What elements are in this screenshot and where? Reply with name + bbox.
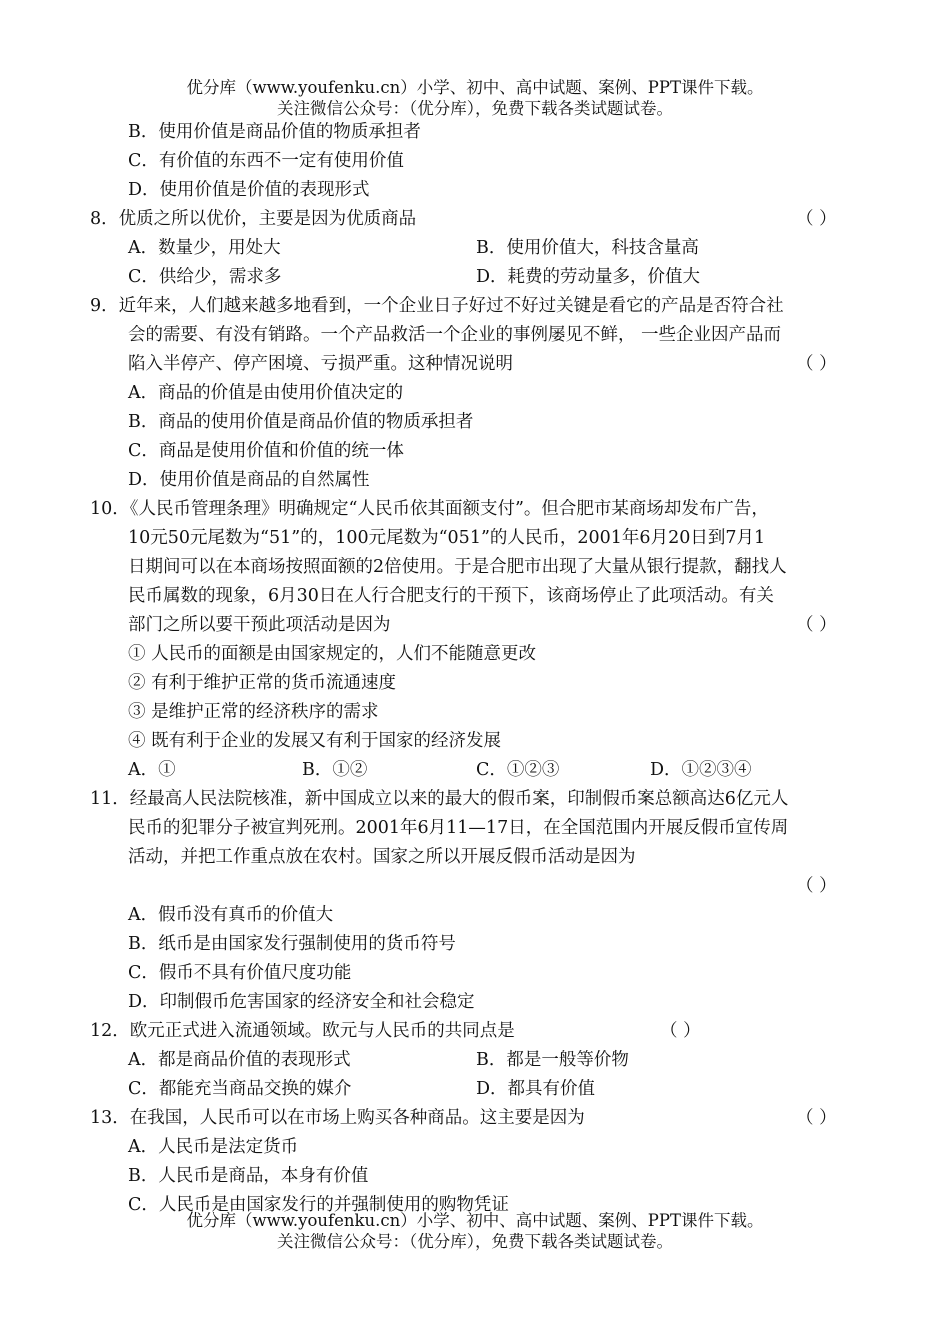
question-8-options-row-1 <box>0 234 950 263</box>
answer-blank-12: （ ） <box>660 1021 701 1041</box>
exam-content <box>0 118 950 1220</box>
question-12-options-row-1 <box>0 1046 950 1075</box>
question-8-stem <box>0 205 950 234</box>
question-12-options-row-2 <box>0 1075 950 1104</box>
answer-blank-13: （ ） <box>796 1108 837 1128</box>
option-11-d: D．印制假币危害国家的经济安全和社会稳定 <box>128 992 475 1012</box>
question-10-options-row <box>0 756 950 785</box>
answer-blank-11: （ ） <box>796 876 837 896</box>
option-12-d: D．都具有价值 <box>476 1079 596 1099</box>
option-13-b: B．人民币是商品，本身有价值 <box>128 1166 369 1186</box>
option-11-c: C．假币不具有价值尺度功能 <box>128 963 352 983</box>
option-13-a: A．人民币是法定货币 <box>128 1137 299 1157</box>
option-11-a: A．假币没有真币的价值大 <box>128 905 334 925</box>
statement-10-4: ④ 既有利于企业的发展又有利于国家的经济发展 <box>128 731 502 751</box>
statement-10-1: ① 人民币的面额是由国家规定的，人们不能随意更改 <box>128 644 537 664</box>
option-7-d: D．使用价值是价值的表现形式 <box>128 180 370 200</box>
question-9-stem-line-2: 会的需要、有没有销路。一个产品救活一个企业的事例屡见不鲜， 一些企业因产品而 <box>128 325 782 345</box>
option-8-c: C．供给少，需求多 <box>128 267 282 287</box>
option-8-d: D．耗费的劳动量多，价值大 <box>476 267 701 287</box>
answer-blank-9: （ ） <box>796 354 837 374</box>
header-line-2: 关注微信公众号：（优分库），免费下载各类试题试卷。 <box>277 99 673 118</box>
answer-blank-8: （ ） <box>796 209 837 229</box>
option-9-a: A．商品的价值是由使用价值决定的 <box>128 383 404 403</box>
question-10-stem-line-1: 10．《人民币管理条理》明确规定“人民币依其面额支付”。但合肥市某商场却发布广告， <box>90 499 769 519</box>
option-12-a: A．都是商品价值的表现形式 <box>128 1050 351 1070</box>
question-13-stem <box>0 1104 950 1133</box>
question-12-text: 12．欧元正式进入流通领域。欧元与人民币的共同点是 <box>90 1021 515 1041</box>
option-7-b: B．使用价值是商品价值的物质承担者 <box>128 122 421 142</box>
question-8-text: 8．优质之所以优价，主要是因为优质商品 <box>90 209 417 229</box>
option-9-b: B．商品的使用价值是商品价值的物质承担者 <box>128 412 474 432</box>
question-11-answer-row <box>0 872 950 901</box>
question-9-stem-line-3 <box>0 350 950 379</box>
footer-line-1: 优分库（www.youfenku.cn）小学、初中、高中试题、案例、PPT课件下载。 <box>186 1211 764 1230</box>
option-9-d: D．使用价值是商品的自然属性 <box>128 470 370 490</box>
option-12-b: B．都是一般等价物 <box>476 1050 629 1070</box>
option-7-c: C．有价值的东西不一定有使用价值 <box>128 151 404 171</box>
question-9-stem-line-1: 9．近年来，人们越来越多地看到，一个企业日子好过不好过关键是看它的产品是否符合社 <box>90 296 784 316</box>
page-header <box>0 77 950 119</box>
option-8-b: B．使用价值大，科技含量高 <box>476 238 699 258</box>
question-10-stem-line-4: 民币属数的现象，6月30日在人行合肥支行的干预下，该商场停止了此项活动。有关 <box>128 586 774 606</box>
option-10-d: D．①②③④ <box>650 760 752 780</box>
question-11-stem-line-1: 11．经最高人民法院核准，新中国成立以来的最大的假币案，印制假币案总额高达6亿元人 <box>90 789 789 809</box>
question-13-text: 13．在我国，人民币可以在市场上购买各种商品。这主要是因为 <box>90 1108 585 1128</box>
question-8-options-row-2 <box>0 263 950 292</box>
option-11-b: B．纸币是由国家发行强制使用的货币符号 <box>128 934 456 954</box>
option-9-c: C．商品是使用价值和价值的统一体 <box>128 441 404 461</box>
option-12-c: C．都能充当商品交换的媒介 <box>128 1079 352 1099</box>
option-10-b: B．①② <box>302 760 368 780</box>
question-10-stem-line-2: 10元50元尾数为“51”的，100元尾数为“051”的人民币，2001年6月20日到7月1 <box>128 528 766 548</box>
option-10-a: A．① <box>128 760 176 780</box>
option-10-c: C．①②③ <box>476 760 560 780</box>
page-footer <box>0 1210 950 1252</box>
option-13-c: C．人民币是由国家发行的并强制使用的购物凭证 <box>128 1195 509 1215</box>
answer-blank-10: （ ） <box>796 615 837 635</box>
question-10-stem-line-5-text: 部门之所以要干预此项活动是因为 <box>128 615 391 635</box>
question-10-stem-line-3: 日期间可以在本商场按照面额的2倍使用。于是合肥市出现了大量从银行提款，翻找人 <box>128 557 787 577</box>
question-12-stem <box>0 1017 950 1046</box>
option-8-a: A．数量少，用处大 <box>128 238 281 258</box>
footer-line-2: 关注微信公众号：（优分库），免费下载各类试题试卷。 <box>277 1232 673 1251</box>
statement-10-2: ② 有利于维护正常的货币流通速度 <box>128 673 397 693</box>
question-9-stem-line-3-text: 陷入半停产、停产困境、亏损严重。这种情况说明 <box>128 354 513 374</box>
question-10-stem-line-5 <box>0 611 950 640</box>
statement-10-3: ③ 是维护正常的经济秩序的需求 <box>128 702 379 722</box>
question-11-stem-line-2: 民币的犯罪分子被宣判死刑。2001年6月11—17日，在全国范围内开展反假币宣传周 <box>128 818 789 838</box>
header-line-1: 优分库（www.youfenku.cn）小学、初中、高中试题、案例、PPT课件下载。 <box>186 78 764 97</box>
question-11-stem-line-3: 活动，并把工作重点放在农村。国家之所以开展反假币活动是因为 <box>128 847 636 867</box>
